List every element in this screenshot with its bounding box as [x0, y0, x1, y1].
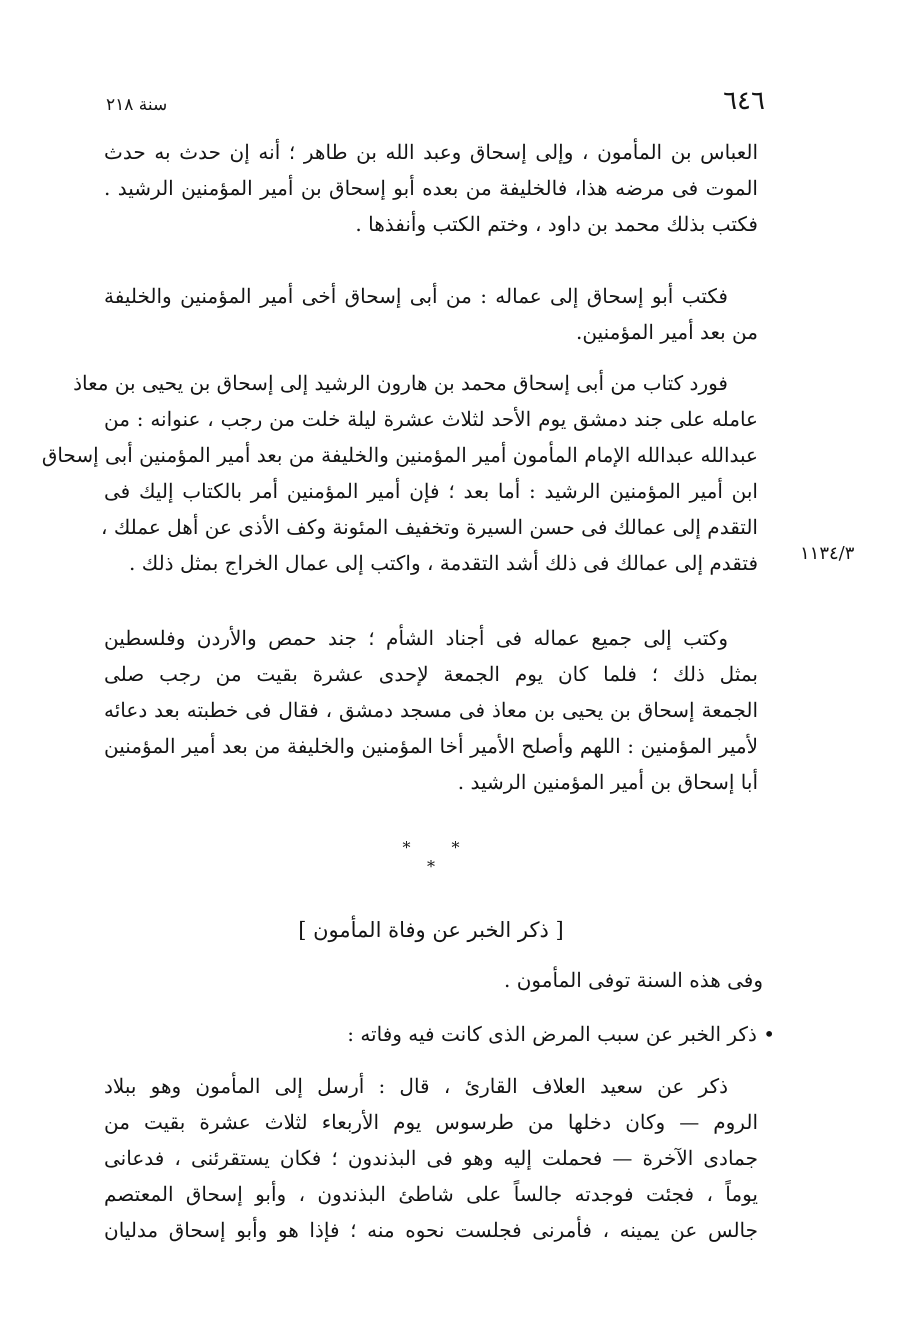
year-line: وفى هذه السنة توفى المأمون . — [504, 968, 763, 992]
text-line: الموت فى مرضه هذا، فالخليفة من بعده أبو إسحاق بن أمير المؤمنين الرشيد . — [104, 176, 758, 200]
paragraph-1 — [104, 134, 758, 242]
text-line: العباس بن المأمون ، وإلى إسحاق وعبد الله بن طاهر ؛ أنه إن حدث به حدث — [104, 140, 758, 164]
reason-heading: • ذكر الخبر عن سبب المرض الذى كانت فيه وفاته : — [347, 1022, 775, 1046]
paragraph-3 — [41, 365, 758, 581]
text-line: الجمعة إسحاق بن يحيى بن معاذ فى مسجد دمشق ، فقال فى خطبته بعد دعائه — [104, 698, 758, 722]
text-line: جالس عن يمينه ، فأمرنى فجلست نحوه منه ؛ فإذا هو وأبو إسحاق مدليان — [104, 1218, 758, 1242]
section-title: [ ذكر الخبر عن وفاة المأمون ] — [298, 918, 564, 942]
text-line: بمثل ذلك ؛ فلما كان يوم الجمعة لإحدى عشرة بقيت من رجب صلى — [104, 662, 758, 686]
text-line: فورد كتاب من أبى إسحاق محمد بن هارون الرشيد إلى إسحاق بن يحيى بن معاذ — [73, 371, 728, 395]
paragraph-4 — [104, 620, 758, 800]
page-number: ٦٤٦ — [723, 86, 765, 116]
text-line: عبدالله عبدالله الإمام المأمون أمير المؤمنين والخليفة من بعد أمير المؤمنين أبى إسحاق — [41, 443, 758, 467]
text-line: فتقدم إلى عمالك فى ذلك أشد التقدمة ، واكتب إلى عمال الخراج بمثل ذلك . — [129, 551, 758, 575]
text-line: التقدم إلى عمالك فى حسن السيرة وتخفيف المئونة وكف الأذى عن أهل عملك ، — [101, 515, 758, 539]
text-line: عامله على جند دمشق يوم الأحد لثلاث عشرة ليلة خلت من رجب ، عنوانه : من — [104, 407, 758, 431]
margin-reference: ١١٣٤/٣ — [800, 543, 855, 564]
text-line: يوماً ، فجئت فوجدته جالساً على شاطئ البذندون ، وأبو إسحاق المعتصم — [104, 1182, 758, 1206]
text-line: ابن أمير المؤمنين الرشيد : أما بعد ؛ فإن أمير المؤمنين أمر بالكتاب إليك فى — [104, 479, 758, 503]
text-line: أبا إسحاق بن أمير المؤمنين الرشيد . — [457, 770, 758, 794]
section-separator: * * * — [402, 838, 478, 876]
text-line: من بعد أمير المؤمنين. — [576, 320, 758, 344]
text-line: ذكر عن سعيد العلاف القارئ ، قال : أرسل إلى المأمون وهو ببلاد — [104, 1074, 728, 1098]
text-line: فكتب بذلك محمد بن داود ، وختم الكتب وأنفذها . — [355, 212, 758, 236]
paragraph-2 — [104, 278, 758, 350]
text-line: جمادى الآخرة — فحملت إليه وهو فى البذندون ؛ فكان يستقرئنى ، فدعانى — [104, 1146, 758, 1170]
text-line: فكتب أبو إسحاق إلى عماله : من أبى إسحاق أخى أمير المؤمنين والخليفة — [104, 284, 728, 308]
running-header-year: سنة ٢١٨ — [106, 95, 168, 115]
text-line: الروم — وكان دخلها من طرسوس يوم الأربعاء لثلاث عشرة بقيت من — [104, 1110, 758, 1134]
paragraph-5 — [104, 1068, 758, 1248]
text-line: وكتب إلى جميع عماله فى أجناد الشأم ؛ جند حمص والأردن وفلسطين — [104, 626, 728, 650]
text-line: لأمير المؤمنين : اللهم وأصلح الأمير أخا المؤمنين والخليفة من بعد أمير المؤمنين — [104, 734, 758, 758]
